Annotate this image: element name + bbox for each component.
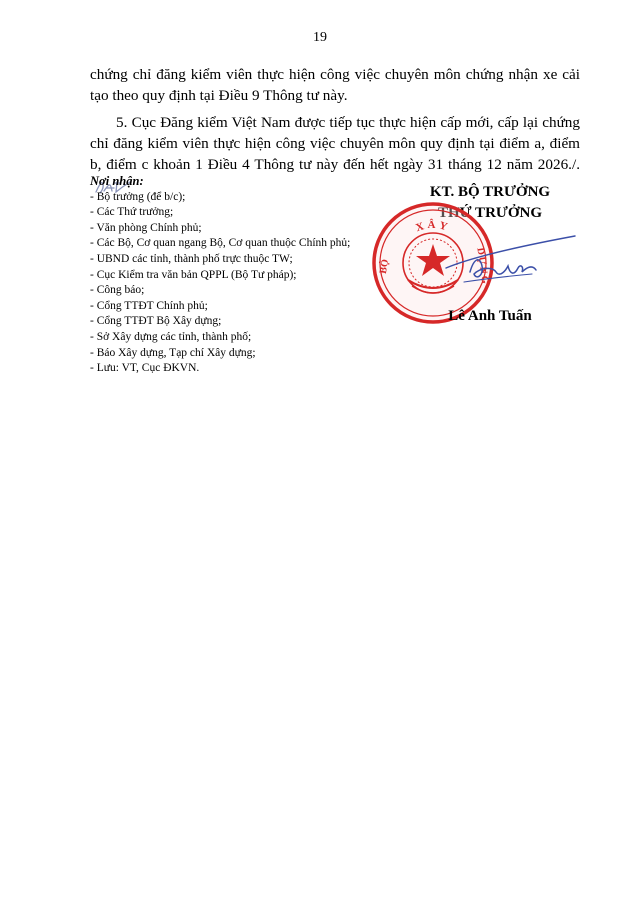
recipients-title: Nơi nhận:	[90, 174, 144, 188]
recipient-item: - Cổng TTĐT Bộ Xây dựng;	[90, 315, 222, 328]
handwritten-signature-icon	[440, 228, 580, 298]
recipient-item: - Cục Kiểm tra văn bản QPPL (Bộ Tư pháp);	[90, 268, 297, 281]
recipient-item: - Báo Xây dựng, Tạp chí Xây dựng;	[90, 346, 256, 359]
seal-text-top: XÂY	[414, 219, 452, 235]
recipient-item: - Cổng TTĐT Chính phủ;	[90, 299, 208, 312]
recipient-item: - Các Thứ trưởng;	[90, 206, 174, 219]
paragraph-continuation: chứng chỉ đăng kiểm viên thực hiện công việc chuyên môn chứng nhận xe cải tạo theo quy định tại Điều 9 Thông tư này.	[90, 66, 580, 104]
page-number: 19	[313, 30, 327, 45]
recipient-item: - Văn phòng Chính phủ;	[90, 221, 202, 234]
signer-name: Lê Anh Tuấn	[448, 308, 532, 324]
recipient-item: - Bộ trưởng (để b/c);	[90, 190, 186, 203]
seal-text-left: BỘ	[377, 258, 392, 275]
recipient-item: - Các Bộ, Cơ quan ngang Bộ, Cơ quan thuộc Chính phủ;	[90, 237, 351, 250]
signer-position: THỨ TRƯỞNG	[437, 205, 543, 221]
recipient-item: - Lưu: VT, Cục ĐKVN.	[90, 362, 200, 375]
recipients-list	[90, 174, 390, 377]
signer-authority: KT. BỘ TRƯỞNG	[429, 184, 551, 200]
seal-text-right: DỰNG	[474, 246, 491, 287]
recipient-item: - UBND các tỉnh, thành phố trực thuộc TW;	[90, 252, 293, 265]
recipient-item: - Công báo;	[90, 284, 145, 297]
paragraph-clause-5-text: 5. Cục Đăng kiểm Việt Nam được tiếp tục thực hiện cấp mới, cấp lại chứng chỉ đăng kiểm viên thực hiện công việc chuyên môn quy định tại điểm a, điểm b, điểm c khoản 1 Điều 4 Thông tư này đến hết ngày 31 tháng 12 năm 2026./.	[90, 114, 580, 173]
recipient-item: - Sở Xây dựng các tỉnh, thành phố;	[90, 330, 252, 343]
